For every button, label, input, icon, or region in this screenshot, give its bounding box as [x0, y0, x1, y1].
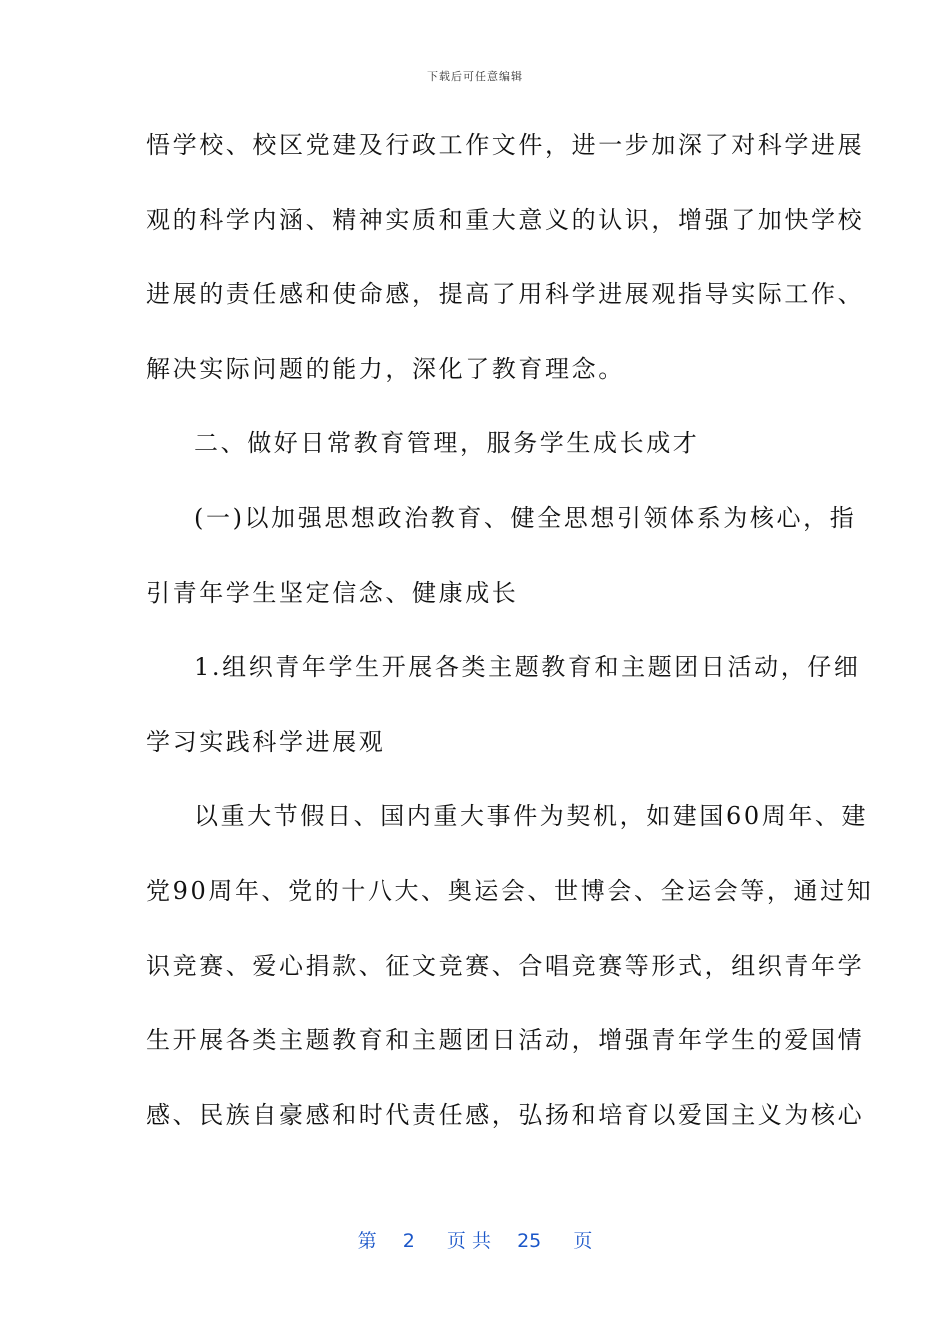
document-body	[146, 122, 874, 1166]
body-line: 进展的责任感和使命感，提高了用科学进展观指导实际工作、	[146, 280, 865, 309]
body-line: 以重大节假日、国内重大事件为契机，如建国60周年、建	[194, 802, 869, 831]
footer-middle: 页 共	[446, 1230, 491, 1252]
footer-total-pages: 25	[517, 1230, 542, 1252]
item-heading-continued: 学习实践科学进展观	[146, 727, 386, 756]
body-line: 悟学校、校区党建及行政工作文件，进一步加深了对科学进展	[146, 131, 865, 159]
page-footer	[0, 1226, 950, 1253]
body-line: 识竞赛、爱心捐款、征文竞赛、合唱竞赛等形式，组织青年学	[146, 951, 865, 980]
footer-prefix: 第	[357, 1230, 377, 1252]
section-heading: 二、做好日常教育管理，服务学生成长成才	[194, 429, 700, 458]
subsection-heading-continued: 引青年学生坚定信念、健康成长	[146, 578, 519, 607]
footer-suffix: 页	[573, 1230, 593, 1252]
body-line: 解决实际问题的能力，深化了教育理念。	[146, 354, 625, 383]
body-line: 生开展各类主题教育和主题团日活动，增强青年学生的爱国情	[146, 1026, 865, 1055]
footer-current-page: 2	[402, 1230, 415, 1252]
subsection-heading: (一)以加强思想政治教育、健全思想引领体系为核心，指	[194, 503, 857, 532]
body-line: 党90周年、党的十八大、奥运会、世博会、全运会等，通过知	[146, 876, 874, 905]
item-heading: 1.组织青年学生开展各类主题教育和主题团日活动，仔细	[194, 653, 861, 682]
page-header: 下载后可任意编辑	[427, 70, 523, 83]
body-line: 感、民族自豪感和时代责任感，弘扬和培育以爱国主义为核心	[146, 1100, 865, 1129]
body-line: 观的科学内涵、精神实质和重大意义的认识，增强了加快学校	[146, 205, 865, 234]
